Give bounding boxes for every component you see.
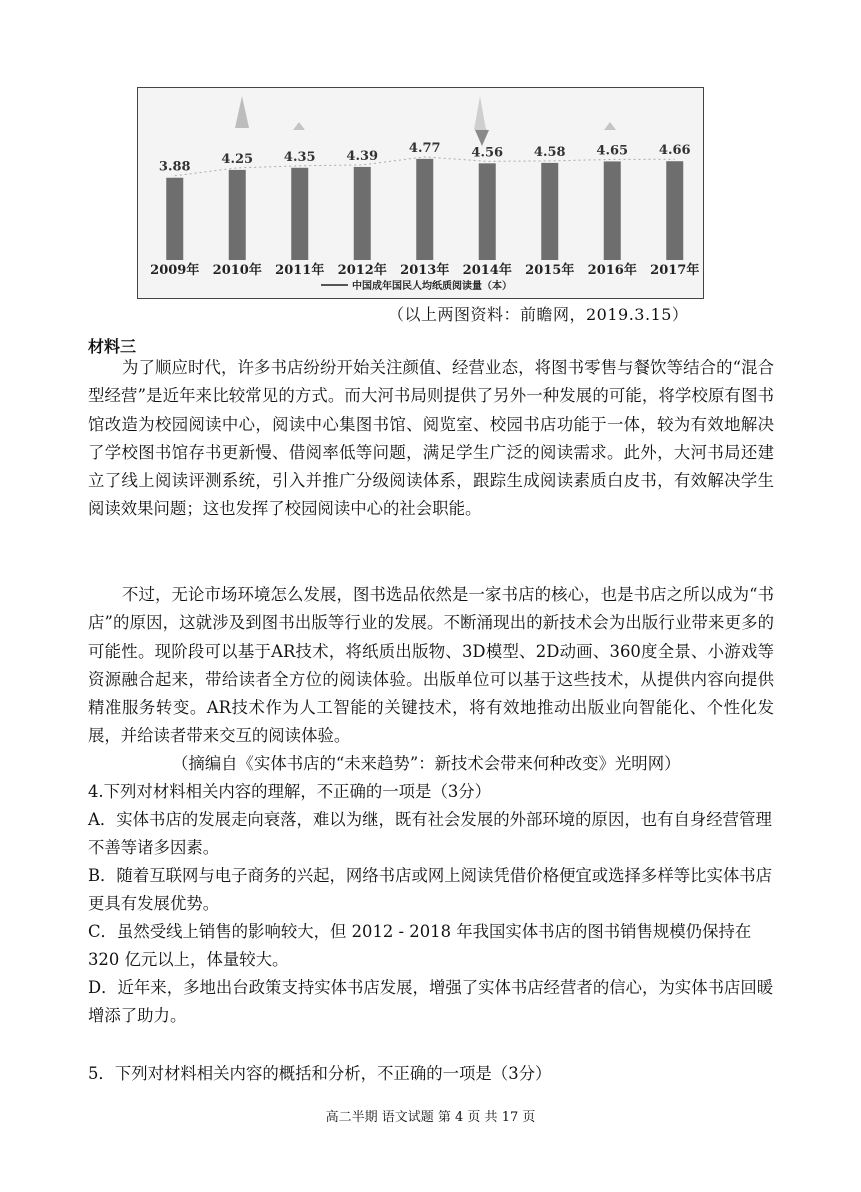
decor-triangle-small-icon <box>604 122 616 130</box>
bar-value-label: 4.35 <box>283 149 316 165</box>
question4-option-d: D．近年来，多地出台政策支持实体书店发展，增强了实体书店经营者的信心，为实体书店回暖增添了助力。 <box>88 978 774 1026</box>
bar-chart-svg <box>138 88 703 298</box>
bar <box>666 161 683 260</box>
bar-value-label: 4.25 <box>221 151 254 167</box>
bar-value-label: 4.77 <box>408 140 441 156</box>
bar <box>354 167 371 260</box>
decor-triangle-down-icon <box>475 130 489 146</box>
material3-paragraph-2: 不过，无论市场环境怎么发展，图书选品依然是一家书店的核心，也是书店之所以成为“书店”的原因，这就涉及到图书出版等行业的发展。不断涌现出的新技术会为出版行业带来更多的可能性。现阶段可以基于AR技术，将纸质出版物、3D模型、2D动画、360度全景、小游戏等资源融合起来，带给读者全方位的阅读体验。出版单位可以基于这些技术，从提供内容向提供精准服务转变。AR技术作为人工智能的关键技术，将有效地推动出版业向智能化、个性化发展，并给读者带来交互的阅读体验。 <box>88 585 774 746</box>
question4-option-c: C．虽然受线上销售的影响较大，但 2012 - 2018 年我国实体书店的图书销售规模仍保持在 320 亿元以上，体量较大。 <box>88 922 752 970</box>
decor-triangle-up-icon <box>235 96 249 128</box>
bar <box>416 159 433 260</box>
x-tick-label: 2013年 <box>400 263 450 278</box>
bar-value-label: 4.56 <box>471 145 504 161</box>
x-tick-label: 2009年 <box>150 263 200 278</box>
bar <box>229 170 246 260</box>
material3-paragraph-1: 为了顺应时代，许多书店纷纷开始关注颜值、经营业态，将图书零售与餐饮等结合的“混合型经营”是近年来比较常见的方式。而大河书局则提供了另外一种发展的可能，将学校原有图书馆改造为校园阅读中心，阅读中心集图书馆、阅览室、校园书店功能于一体，较为有效地解决了学校图书馆存书更新慢、借阅率低等问题，满足学生广泛的阅读需求。此外，大河书局还建立了线上阅读评测系统，引入并推广分级阅读体系，跟踪生成阅读素质白皮书，有效解决学生阅读效果问题；这也发挥了校园阅读中心的社会职能。 <box>88 358 774 519</box>
x-tick-label: 2012年 <box>337 263 387 278</box>
x-tick-label: 2011年 <box>275 263 325 278</box>
bar-value-label: 4.39 <box>346 148 379 164</box>
page-footer: 高二半期 语文试题 第 4 页 共 17 页 <box>325 1110 536 1125</box>
bar <box>541 163 558 260</box>
bar <box>291 168 308 260</box>
bar <box>479 163 496 260</box>
x-tick-label: 2016年 <box>587 263 637 278</box>
decor-triangle-up-icon <box>474 96 486 130</box>
bar-value-label: 4.66 <box>658 143 691 159</box>
bar-value-label: 4.58 <box>533 144 566 160</box>
question5-stem: 5．下列对材料相关内容的概括和分析，不正确的一项是（3分） <box>88 1064 552 1083</box>
x-tick-label: 2015年 <box>525 263 575 278</box>
question4-stem: 4.下列对材料相关内容的理解，不正确的一项是（3分） <box>88 782 492 801</box>
bar-value-label: 4.65 <box>596 143 629 159</box>
decor-triangle-small-icon <box>293 122 305 130</box>
material3-citation: （摘编自《实体书店的“未来趋势”：新技术会带来何种改变》光明网） <box>172 754 681 773</box>
bar <box>166 178 183 260</box>
x-tick-label: 2010年 <box>212 263 262 278</box>
x-tick-label: 2014年 <box>462 263 512 278</box>
question4-option-b: B．随着互联网与电子商务的兴起，网络书店或网上阅读凭借价格便宜或选择多样等比实体书店更具有发展优势。 <box>88 866 773 914</box>
reading-volume-chart <box>137 87 704 299</box>
legend-label: 中国成年国民人均纸质阅读量（本） <box>352 281 512 292</box>
material3-heading: 材料三 <box>88 337 137 356</box>
bar <box>604 161 621 260</box>
x-tick-label: 2017年 <box>650 263 700 278</box>
bar-value-label: 3.88 <box>158 159 191 175</box>
source-note: （以上两图资料：前瞻网，2019.3.15） <box>388 305 689 324</box>
question4-option-a: A．实体书店的发展走向衰落，难以为继，既有社会发展的外部环境的原因，也有自身经营管理不善等诸多因素。 <box>88 810 772 858</box>
